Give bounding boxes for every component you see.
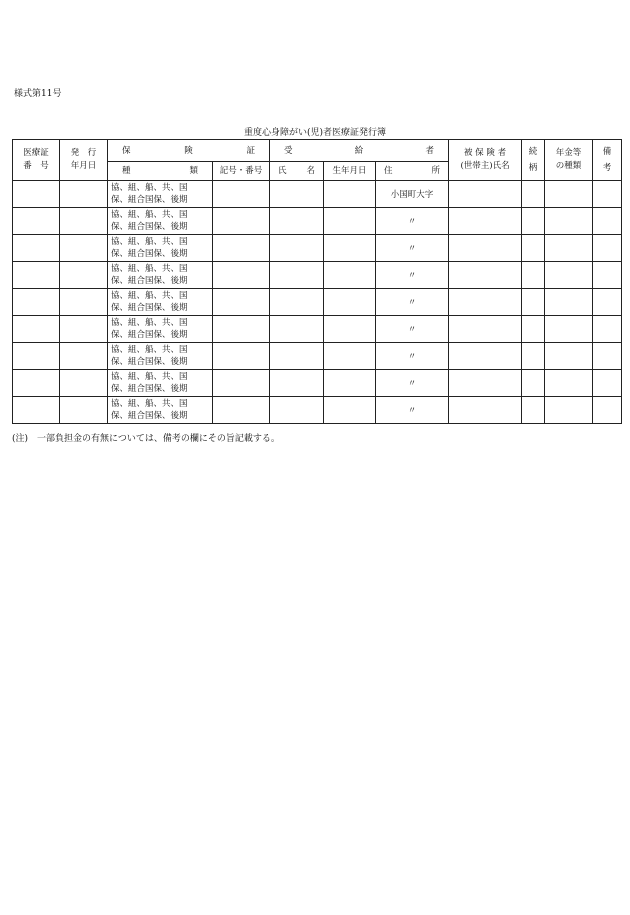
relation-cell bbox=[522, 370, 545, 397]
remarks-header: 備 考 bbox=[593, 140, 622, 181]
cert-number-cell bbox=[13, 316, 60, 343]
recipient-header: 受 給 者 bbox=[270, 140, 449, 162]
issue-date-cell bbox=[60, 208, 108, 235]
pension-type-cell bbox=[545, 208, 593, 235]
birth-date-cell bbox=[324, 289, 376, 316]
address-cell: 小国町大字 bbox=[376, 181, 449, 208]
recipient-name-cell bbox=[270, 262, 324, 289]
symbol-number-cell bbox=[213, 370, 270, 397]
insured-name-cell bbox=[449, 397, 522, 424]
issue-date-cell bbox=[60, 397, 108, 424]
cert-number-cell bbox=[13, 289, 60, 316]
cert-number-cell bbox=[13, 235, 60, 262]
issuance-register-table bbox=[12, 139, 622, 424]
cert-number-header: 医療証 番 号 bbox=[13, 140, 60, 181]
issue-date-cell bbox=[60, 262, 108, 289]
birth-date-cell bbox=[324, 235, 376, 262]
insured-name-cell bbox=[449, 181, 522, 208]
remarks-cell bbox=[593, 289, 622, 316]
cert-number-cell bbox=[13, 370, 60, 397]
cert-number-cell bbox=[13, 262, 60, 289]
insured-header: 被 保 険 者 (世帯主)氏名 bbox=[449, 140, 522, 181]
symbol-number-cell bbox=[213, 289, 270, 316]
recipient-name-cell bbox=[270, 208, 324, 235]
insurance-type-cell: 協、組、船、共、国 保、組合国保、後期 bbox=[108, 343, 213, 370]
symbol-number-cell bbox=[213, 262, 270, 289]
relation-header: 続 柄 bbox=[522, 140, 545, 181]
table-row bbox=[13, 208, 622, 235]
issue-date-cell bbox=[60, 370, 108, 397]
cert-number-cell bbox=[13, 397, 60, 424]
address-cell: 〃 bbox=[376, 316, 449, 343]
symbol-number-cell bbox=[213, 208, 270, 235]
pension-type-cell bbox=[545, 316, 593, 343]
symbol-number-cell bbox=[213, 343, 270, 370]
table-row bbox=[13, 397, 622, 424]
address-cell: 〃 bbox=[376, 235, 449, 262]
pension-header: 年金等 の種類 bbox=[545, 140, 593, 181]
insured-name-cell bbox=[449, 262, 522, 289]
symbol-number-cell bbox=[213, 316, 270, 343]
insured-name-cell bbox=[449, 316, 522, 343]
address-cell: 〃 bbox=[376, 262, 449, 289]
remarks-cell bbox=[593, 208, 622, 235]
pension-type-cell bbox=[545, 343, 593, 370]
remarks-cell bbox=[593, 397, 622, 424]
pension-type-cell bbox=[545, 397, 593, 424]
footnote: (注) 一部負担金の有無については、備考の欄にその旨記載する。 bbox=[12, 434, 280, 444]
insurance-type-cell: 協、組、船、共、国 保、組合国保、後期 bbox=[108, 316, 213, 343]
pension-type-cell bbox=[545, 289, 593, 316]
symbol-number-cell bbox=[213, 397, 270, 424]
insurance-type-cell: 協、組、船、共、国 保、組合国保、後期 bbox=[108, 181, 213, 208]
relation-cell bbox=[522, 343, 545, 370]
issue-date-cell bbox=[60, 289, 108, 316]
table-row bbox=[13, 289, 622, 316]
recipient-name-cell bbox=[270, 370, 324, 397]
birth-date-cell bbox=[324, 262, 376, 289]
table-row bbox=[13, 316, 622, 343]
recipient-name-cell bbox=[270, 343, 324, 370]
insurance-cert-header: 保 険 証 bbox=[108, 140, 270, 162]
type-header: 種 類 bbox=[108, 162, 213, 181]
insurance-type-cell: 協、組、船、共、国 保、組合国保、後期 bbox=[108, 397, 213, 424]
insured-name-cell bbox=[449, 343, 522, 370]
table-row bbox=[13, 181, 622, 208]
cert-number-cell bbox=[13, 208, 60, 235]
birth-date-cell bbox=[324, 343, 376, 370]
pension-type-cell bbox=[545, 262, 593, 289]
relation-cell bbox=[522, 289, 545, 316]
issue-date-cell bbox=[60, 316, 108, 343]
name-header: 氏 名 bbox=[270, 162, 324, 181]
remarks-cell bbox=[593, 181, 622, 208]
issue-date-cell bbox=[60, 235, 108, 262]
cert-number-cell bbox=[13, 181, 60, 208]
address-cell: 〃 bbox=[376, 289, 449, 316]
relation-cell bbox=[522, 316, 545, 343]
remarks-cell bbox=[593, 262, 622, 289]
address-cell: 〃 bbox=[376, 370, 449, 397]
pension-type-cell bbox=[545, 235, 593, 262]
remarks-cell bbox=[593, 316, 622, 343]
birth-date-header: 生年月日 bbox=[324, 162, 376, 181]
insured-name-cell bbox=[449, 235, 522, 262]
relation-cell bbox=[522, 262, 545, 289]
symbol-number-header: 記号・番号 bbox=[213, 162, 270, 181]
birth-date-cell bbox=[324, 370, 376, 397]
birth-date-cell bbox=[324, 316, 376, 343]
birth-date-cell bbox=[324, 397, 376, 424]
issue-date-header: 発 行 年月日 bbox=[60, 140, 108, 181]
address-header: 住 所 bbox=[376, 162, 449, 181]
address-cell: 〃 bbox=[376, 343, 449, 370]
pension-type-cell bbox=[545, 181, 593, 208]
insured-name-cell bbox=[449, 289, 522, 316]
relation-cell bbox=[522, 397, 545, 424]
recipient-name-cell bbox=[270, 289, 324, 316]
remarks-cell bbox=[593, 343, 622, 370]
insured-name-cell bbox=[449, 370, 522, 397]
recipient-name-cell bbox=[270, 316, 324, 343]
form-number: 様式第11号 bbox=[14, 89, 62, 99]
register-title: 重度心身障がい(児)者医療証発行簿 bbox=[243, 128, 387, 138]
remarks-cell bbox=[593, 235, 622, 262]
birth-date-cell bbox=[324, 181, 376, 208]
insured-name-cell bbox=[449, 208, 522, 235]
recipient-name-cell bbox=[270, 181, 324, 208]
birth-date-cell bbox=[324, 208, 376, 235]
insurance-type-cell: 協、組、船、共、国 保、組合国保、後期 bbox=[108, 262, 213, 289]
insurance-type-cell: 協、組、船、共、国 保、組合国保、後期 bbox=[108, 208, 213, 235]
pension-type-cell bbox=[545, 370, 593, 397]
cert-number-cell bbox=[13, 343, 60, 370]
relation-cell bbox=[522, 181, 545, 208]
symbol-number-cell bbox=[213, 235, 270, 262]
insurance-type-cell: 協、組、船、共、国 保、組合国保、後期 bbox=[108, 370, 213, 397]
recipient-name-cell bbox=[270, 235, 324, 262]
remarks-cell bbox=[593, 370, 622, 397]
table-row bbox=[13, 262, 622, 289]
relation-cell bbox=[522, 208, 545, 235]
issue-date-cell bbox=[60, 343, 108, 370]
relation-cell bbox=[522, 235, 545, 262]
insurance-type-cell: 協、組、船、共、国 保、組合国保、後期 bbox=[108, 235, 213, 262]
table-row bbox=[13, 370, 622, 397]
issue-date-cell bbox=[60, 181, 108, 208]
address-cell: 〃 bbox=[376, 208, 449, 235]
table-row bbox=[13, 343, 622, 370]
symbol-number-cell bbox=[213, 181, 270, 208]
insurance-type-cell: 協、組、船、共、国 保、組合国保、後期 bbox=[108, 289, 213, 316]
table-row bbox=[13, 235, 622, 262]
address-cell: 〃 bbox=[376, 397, 449, 424]
recipient-name-cell bbox=[270, 397, 324, 424]
